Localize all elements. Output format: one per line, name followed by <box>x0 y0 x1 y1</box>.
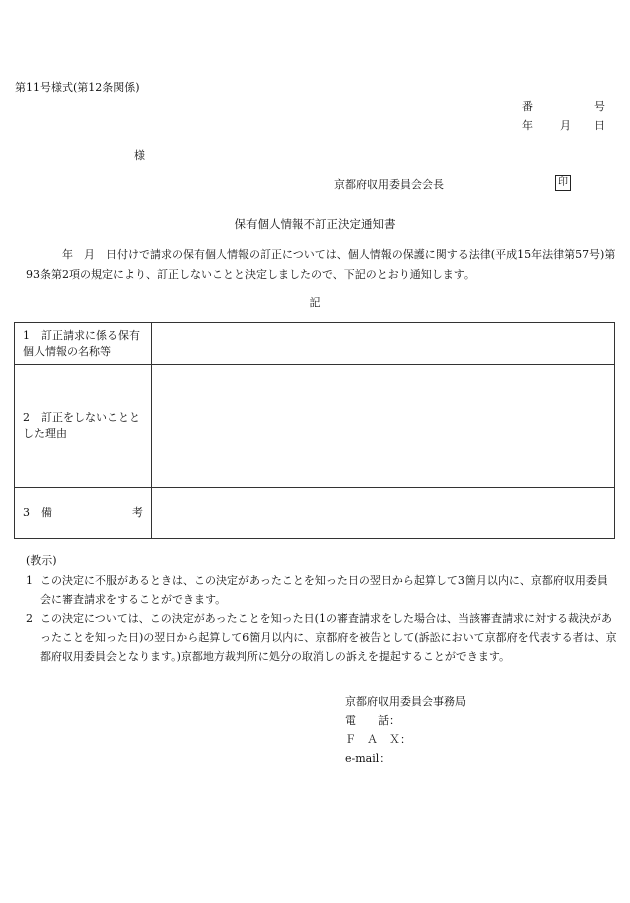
number-suffix: 号 <box>594 100 605 113</box>
notice-item-text: この決定については、この決定があったことを知った日(1の審査請求をした場合は、当該審査請求に対する裁決があったことを知った日)の翌日から起算して6箇月以内に、京都府を被告として(訴訟において京都府を代表する者は、京都府収用委員会となります。)京都地方裁判所に処分の取消しの訴えを提起することができます。 <box>40 612 617 663</box>
row-label-reason: 2 訂正をしないこととした理由 <box>15 365 152 488</box>
row-label-remarks <box>15 488 152 539</box>
info-name-value <box>152 323 615 365</box>
phone-label: 電 話： <box>345 714 400 727</box>
sender-name: 京都府収用委員会会長 <box>334 178 444 191</box>
notice-item-1 <box>26 571 618 609</box>
table-row <box>15 365 615 488</box>
table-row <box>15 488 615 539</box>
recipient-honorific: 様 <box>134 149 145 162</box>
detail-table <box>14 322 615 539</box>
body-text: 年 月 日付けで請求の保有個人情報の訂正については、個人情報の保護に関する法律(平成15年法律第57号)第93条第2項の規定により、訂正しないことと決定しましたので、下記のとおり通知します。 <box>26 248 616 281</box>
document-title: 保有個人情報不訂正決定通知書 <box>234 217 396 231</box>
fax-label: Ｆ Ａ Ｘ： <box>345 733 411 746</box>
email-label: e-mail： <box>345 752 391 765</box>
ki-marker: 記 <box>309 296 321 309</box>
notice-item-number: 2 <box>26 612 33 625</box>
day-label: 日 <box>594 119 605 132</box>
notice-heading: (教示) <box>26 554 57 567</box>
table-row <box>15 323 615 365</box>
month-label: 月 <box>560 119 571 132</box>
notice-item-2 <box>26 609 618 666</box>
seal-stamp: 印 <box>555 175 571 191</box>
body-paragraph <box>26 245 616 285</box>
remarks-label-right: 考 <box>132 506 143 519</box>
remarks-value <box>152 488 615 539</box>
remarks-label-left: 3 備 <box>23 506 52 519</box>
office-name: 京都府収用委員会事務局 <box>345 695 466 708</box>
number-label: 番 <box>522 100 533 113</box>
year-label: 年 <box>522 119 533 132</box>
form-number: 第11号様式(第12条関係) <box>15 81 140 94</box>
reason-value <box>152 365 615 488</box>
notice-item-text: この決定に不服があるときは、この決定があったことを知った日の翌日から起算して3箇月以内に、京都府収用委員会に審査請求をすることができます。 <box>40 574 608 606</box>
notice-item-number: 1 <box>26 574 33 587</box>
office-contact <box>345 692 466 768</box>
row-label-info-name: 1 訂正請求に係る保有個人情報の名称等 <box>15 323 152 365</box>
